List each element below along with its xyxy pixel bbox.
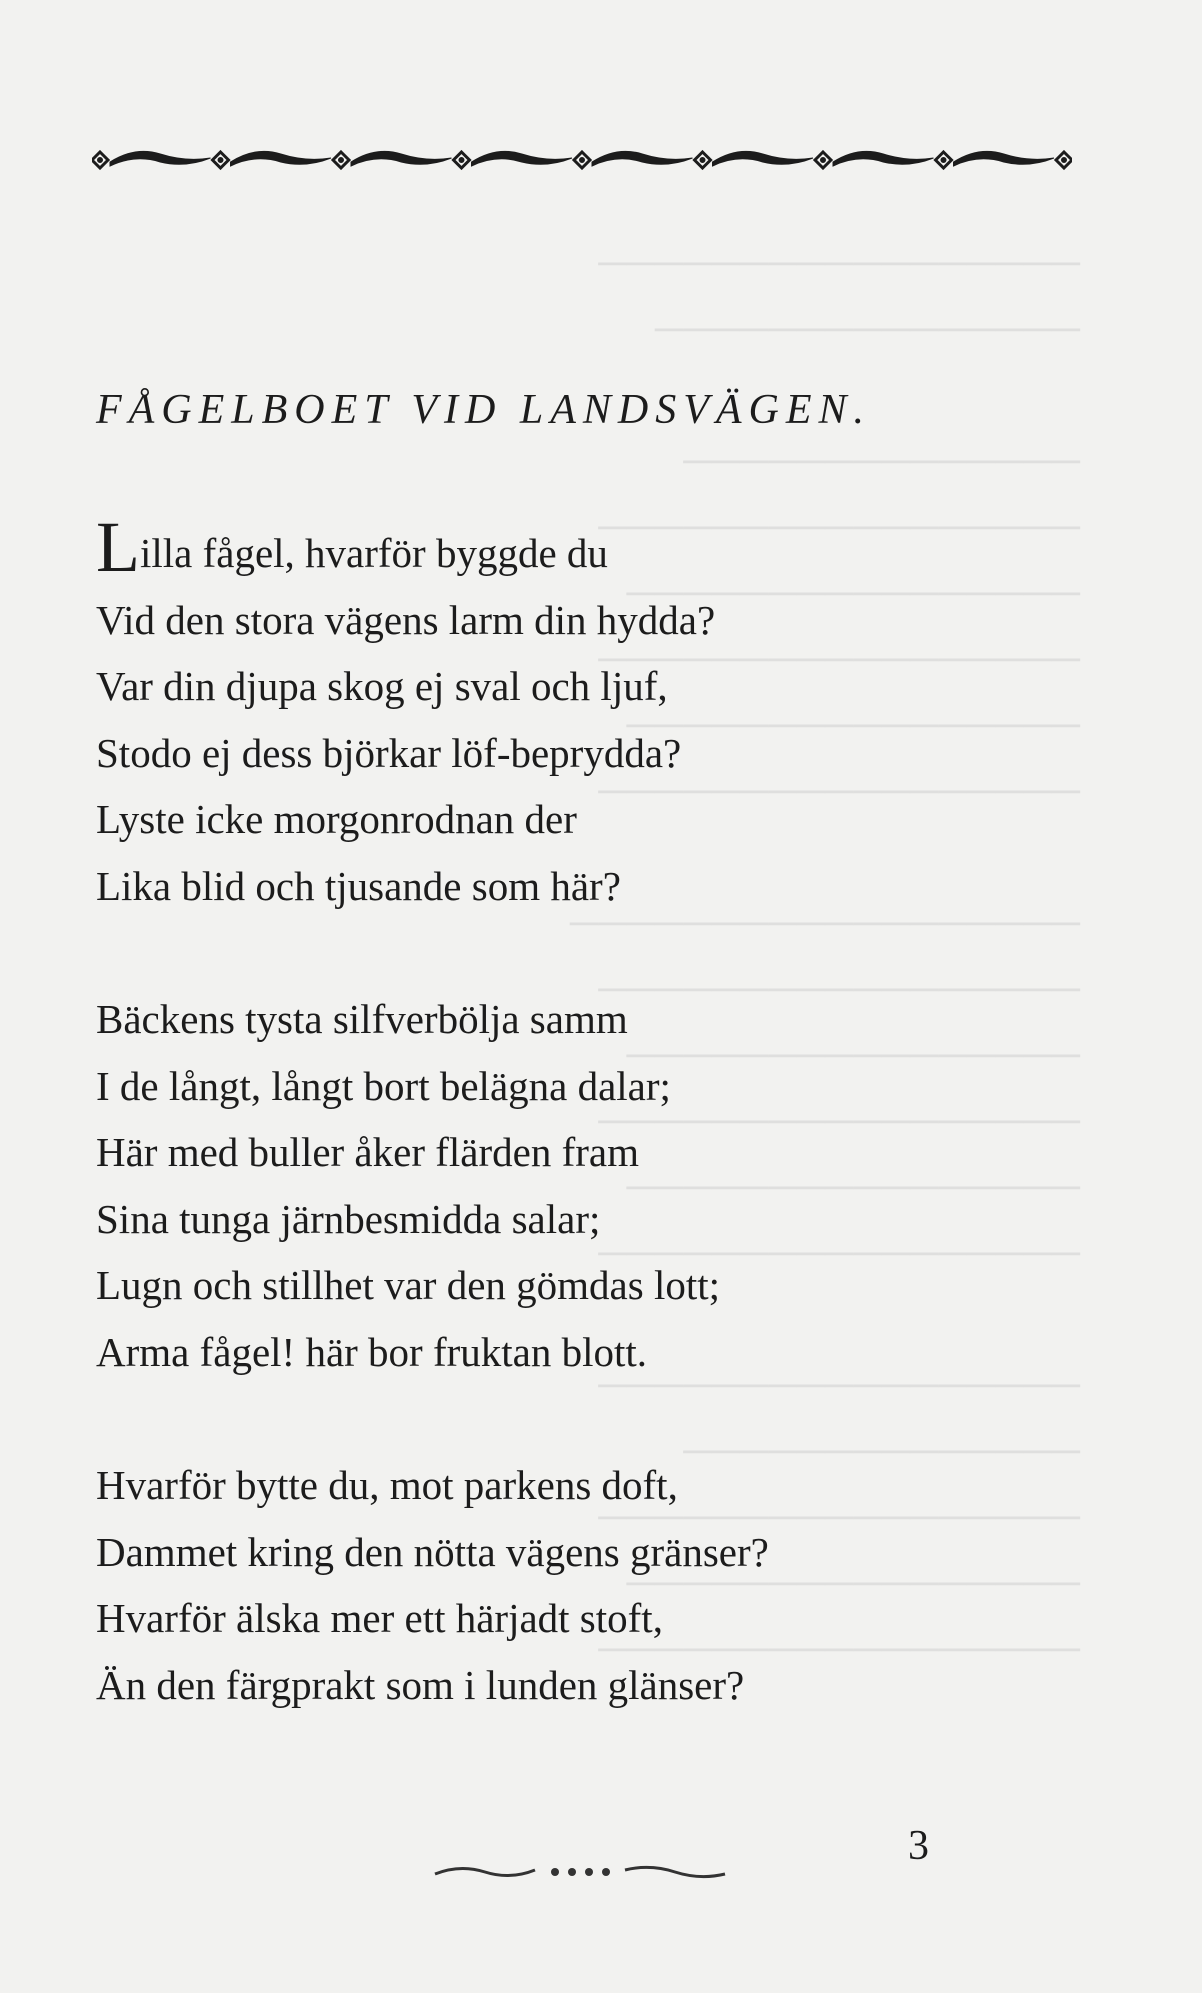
poem-line: Vid den stora vägens larm din hydda? [96, 596, 716, 643]
poem-line: Var din djupa skog ej sval och ljuf, [96, 663, 668, 709]
stanza-3 [96, 1452, 1076, 1718]
poem-line: I de långt, långt bort belägna dalar; [96, 1062, 671, 1109]
ornament-swag [592, 151, 693, 166]
stanza-1 [96, 507, 1076, 919]
ornament-diamond-dot [821, 158, 826, 163]
poem-line: Hvarför älska mer ett härjadt stoft, [96, 1595, 663, 1641]
poem-line: Lika blid och tjusande som här? [96, 862, 621, 909]
ornament-diamond-dot [459, 158, 464, 163]
ornament-swag [231, 151, 332, 166]
poem-line: Lilla fågel, hvarför byggde du [96, 507, 608, 587]
page-number: 3 [908, 1823, 929, 1869]
top-ornament-border [92, 130, 1072, 190]
ornament-diamond-dot [98, 158, 103, 163]
poem-line: Arma fågel! här bor fruktan blott. [96, 1328, 648, 1375]
poem-line: Lyste icke morgonrodnan der [96, 796, 577, 842]
ornament-swag [351, 151, 452, 166]
poem-line: Än den färgprakt som i lunden glänser? [96, 1661, 745, 1708]
poem-line: Dammet kring den nötta vägens gränser? [96, 1528, 769, 1575]
ornament-diamond-dot [1062, 158, 1067, 163]
show-through-texture: ───────────────── ─────────────── ────────────── ───────────────── ──────────────── ───────────────── ──────────────── ───────────────── ────────────────── ───────────────── ──────────────── ───────────────── ──────────────── ───────────────── ───────────────── ────────────── ───────────────── ──────────────── ───────────────── [569, 240, 1080, 1671]
ornament-diamond-dot [339, 158, 344, 163]
ornament-diamond-dot [580, 158, 585, 163]
poem-line: Här med buller åker flärden fram [96, 1129, 639, 1175]
poem-line: Stodo ej dess björkar löf-beprydda? [96, 729, 682, 776]
ornament-swag [833, 151, 934, 166]
poem-title: FÅGELBOET VID LANDSVÄGEN. [96, 387, 872, 433]
ornament-swag [954, 151, 1055, 166]
poem-line: Hvarför bytte du, mot parkens doft, [96, 1462, 678, 1508]
poem-line: Lugn och stillhet var den gömdas lott; [96, 1262, 721, 1308]
stanza-2 [96, 986, 1076, 1385]
ornament-swag [713, 151, 814, 166]
ornament-diamond-dot [700, 158, 705, 163]
ornament-swag [472, 151, 573, 166]
ornament-diamond-dot [941, 158, 946, 163]
bottom-ornament-flourish [430, 1856, 730, 1886]
poem-body [96, 507, 1076, 1785]
poem-line: Sina tunga järnbesmidda salar; [96, 1195, 601, 1242]
poem-line: Bäckens tysta silfverbölja samm [96, 996, 628, 1042]
ornament-swag [110, 151, 211, 166]
drop-cap: L [96, 507, 140, 587]
ornament-diamond-dot [218, 158, 223, 163]
